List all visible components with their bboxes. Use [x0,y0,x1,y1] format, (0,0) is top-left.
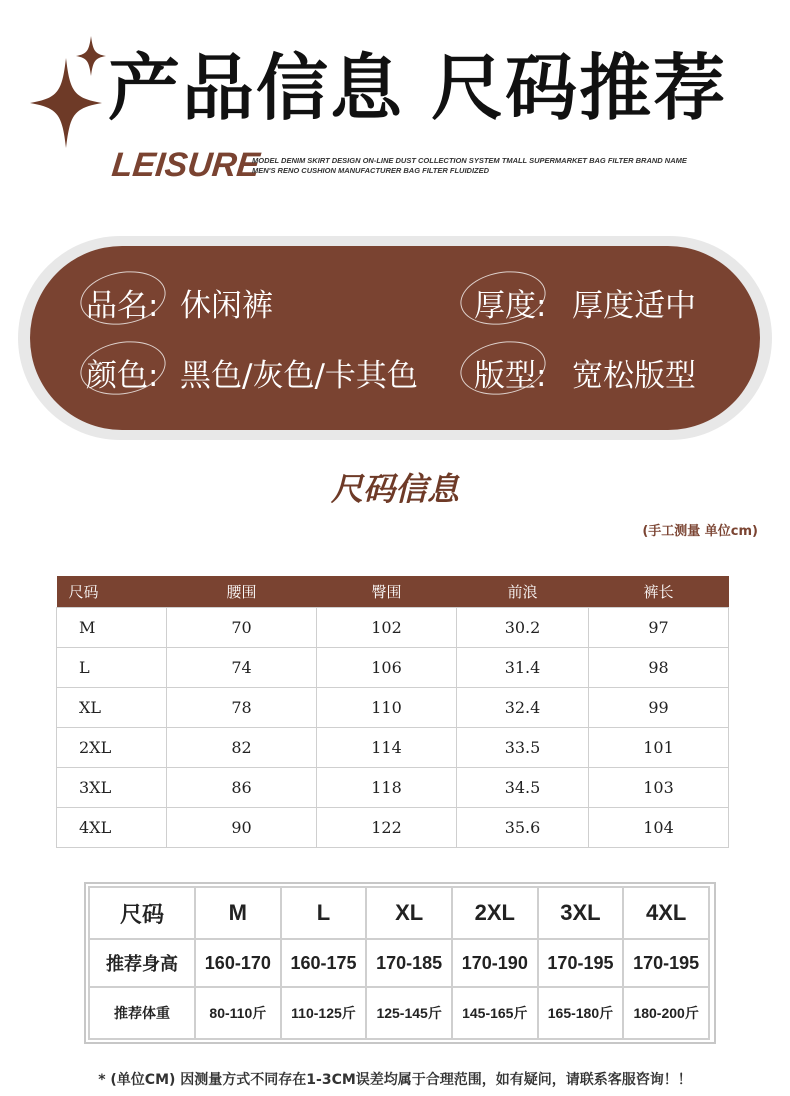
header-cell: 尺码 [57,576,167,608]
size-cell: 4XL [623,887,709,939]
hip-cell: 106 [317,648,457,688]
length-cell: 97 [589,608,729,648]
recommend-height-row [89,939,709,987]
length-cell: 99 [589,688,729,728]
size-cell: XL [57,688,167,728]
hip-cell: 118 [317,768,457,808]
waist-cell: 90 [167,808,317,848]
recommend-size-row [89,887,709,939]
size-cell: M [195,887,281,939]
waist-cell: 82 [167,728,317,768]
size-cell: XL [366,887,452,939]
size-cell: 3XL [538,887,624,939]
recommend-table [88,886,710,1040]
spec-panel [30,246,760,430]
table-row [57,648,729,688]
weight-cell: 145-165斤 [452,987,538,1039]
header-cell: 裤长 [589,576,729,608]
brand-description: MODEL DENIM SKIRT DESIGN ON-LINE DUST COLLECTION SYSTEM TMALL SUPERMARKET BAG FILTER BRAND NAME MEN'S RENO CUSHION MANUFACTURER BAG FILTER FLUIDIZED [252,156,687,175]
size-cell: L [57,648,167,688]
spec-fit-label: 版型: [474,358,547,394]
size-cell: 2XL [452,887,538,939]
size-section-title: 尺码信息 [330,470,459,508]
height-cell: 160-170 [195,939,281,987]
waist-cell: 78 [167,688,317,728]
table-row [57,768,729,808]
spec-name-label: 品名: [86,288,159,324]
recommend-weight-row [89,987,709,1039]
hip-cell: 110 [317,688,457,728]
size-table-header [57,576,729,608]
size-table [56,576,729,848]
page-title: 产品信息 尺码推荐 [108,46,728,130]
waist-cell: 74 [167,648,317,688]
size-cell: 4XL [57,808,167,848]
height-cell: 170-185 [366,939,452,987]
brand-logo: LEISURE [110,146,262,184]
rise-cell: 30.2 [457,608,589,648]
length-cell: 101 [589,728,729,768]
height-cell: 160-175 [281,939,367,987]
header-cell: 臀围 [317,576,457,608]
height-cell: 170-195 [623,939,709,987]
size-cell: M [57,608,167,648]
rise-cell: 34.5 [457,768,589,808]
hip-cell: 114 [317,728,457,768]
rise-cell: 31.4 [457,648,589,688]
sparkle-small-icon [76,36,106,76]
weight-cell: 180-200斤 [623,987,709,1039]
hip-cell: 102 [317,608,457,648]
table-row [57,688,729,728]
height-cell: 170-195 [538,939,624,987]
header-cell: 腰围 [167,576,317,608]
weight-cell: 80-110斤 [195,987,281,1039]
table-row [57,808,729,848]
length-cell: 104 [589,808,729,848]
length-cell: 103 [589,768,729,808]
spec-color-value: 黑色/灰色/卡其色 [180,358,418,394]
rise-cell: 35.6 [457,808,589,848]
spec-thickness-value: 厚度适中 [572,288,696,324]
table-row [57,608,729,648]
header-cell: 前浪 [457,576,589,608]
waist-cell: 86 [167,768,317,808]
weight-cell: 165-180斤 [538,987,624,1039]
height-cell: 170-190 [452,939,538,987]
weight-row-label: 推荐体重 [89,987,195,1039]
weight-cell: 125-145斤 [366,987,452,1039]
size-cell: 3XL [57,768,167,808]
spec-fit-value: 宽松版型 [572,358,696,394]
hip-cell: 122 [317,808,457,848]
rise-cell: 32.4 [457,688,589,728]
height-row-label: 推荐身高 [89,939,195,987]
unit-note: (手工测量 单位cm) [642,524,758,539]
table-row [57,728,729,768]
rise-cell: 33.5 [457,728,589,768]
size-cell: L [281,887,367,939]
weight-cell: 110-125斤 [281,987,367,1039]
spec-color-label: 颜色: [86,358,159,394]
size-row-label: 尺码 [89,887,195,939]
size-cell: 2XL [57,728,167,768]
spec-thickness-label: 厚度: [474,288,547,324]
spec-name-value: 休闲裤 [180,288,273,324]
waist-cell: 70 [167,608,317,648]
footnote: * (单位CM) 因测量方式不同存在1-3CM误差均属于合理范围，如有疑问，请联系客服咨询！！ [98,1072,692,1088]
length-cell: 98 [589,648,729,688]
